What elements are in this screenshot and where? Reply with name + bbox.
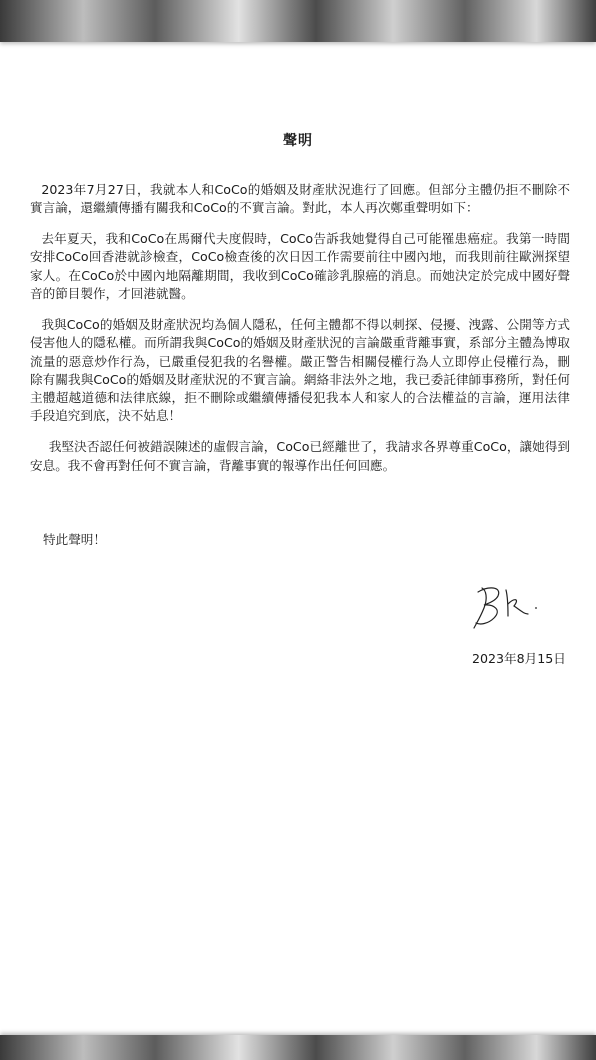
top-frame-bar xyxy=(0,0,596,42)
paragraph-3: 我與CoCo的婚姻及財產狀況均為個人隱私，任何主體都不得以刺探、侵擾、洩露、公開等方式侵害他人的隱私權。而所謂我與CoCo的婚姻及財產狀況的言論嚴重背離事實，系部分主體為博取流量的惡意炒作行為，已嚴重侵犯我的名譽權。嚴正警告相關侵權行為人立即停止侵權行為，刪除有關我與CoCo的婚姻及財產狀況的不實言論。網絡非法外之地，我已委託律師事務所，對任何主體超越道德和法律底線，拒不刪除或繼續傳播侵犯我本人和家人的合法權益的言論，運用法律手段追究到底，決不姑息！ xyxy=(30,316,570,424)
paragraph-2: 去年夏天，我和CoCo在馬爾代夫度假時，CoCo告訴我她覺得自己可能罹患癌症。我第一時間安排CoCo回香港就診檢查，CoCo檢查後的次日因工作需要前往中國內地，而我則前往歐洲探望家人。在CoCo於中國內地隔離期間，我收到CoCo確診乳腺癌的消息。而她決定於完成中國好聲音的節目製作，才回港就醫。 xyxy=(30,231,570,302)
statement-date: 2023年8月15日 xyxy=(472,651,566,666)
bottom-frame-bar xyxy=(0,1035,596,1060)
closing-remark: 特此聲明！ xyxy=(43,532,106,547)
signature-icon xyxy=(468,584,544,630)
paragraph-4: 我堅決否認任何被錯誤陳述的虛假言論，CoCo已經離世了，我請求各界尊重CoCo，讓她得到安息。我不會再對任何不實言論，背離事實的報導作出任何回應。 xyxy=(30,439,570,473)
statement-body xyxy=(30,181,570,488)
paragraph-1: 2023年7月27日，我就本人和CoCo的婚姻及財產狀況進行了回應。但部分主體仍拒不刪除不實言論，還繼續傳播有關我和CoCo的不實言論。對此，本人再次鄭重聲明如下： xyxy=(30,182,570,216)
statement-title: 聲明 xyxy=(283,133,313,149)
